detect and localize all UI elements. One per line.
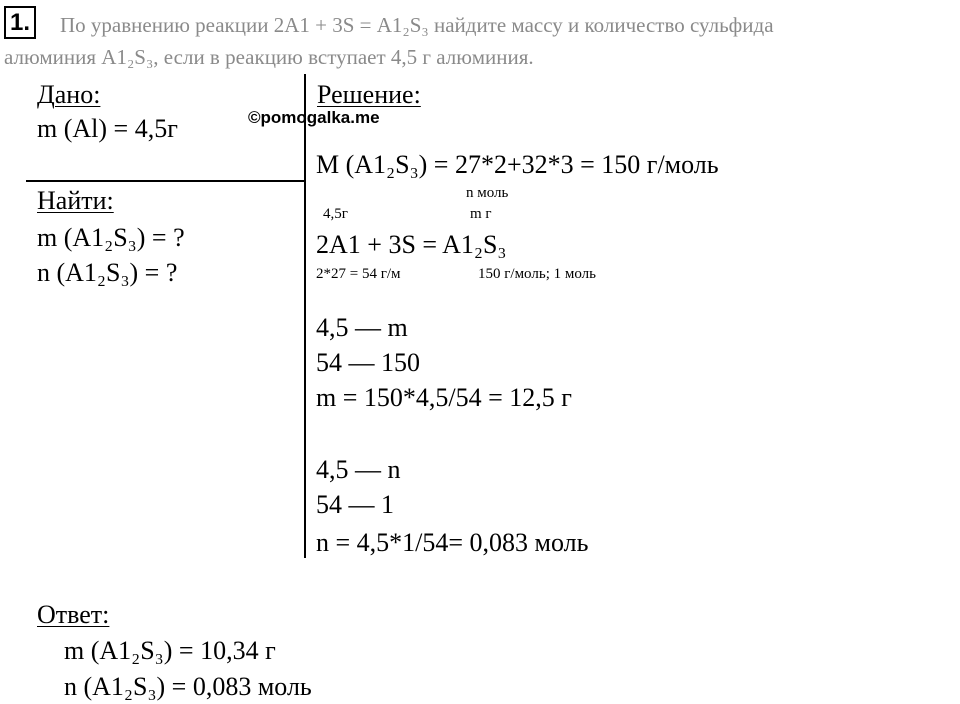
watermark: ©pomogalka.me <box>248 108 380 127</box>
task-text-line-1: По уравнению реакции 2А1 + 3S = А1₂S₃ найдите массу и количество сульфида <box>60 13 774 37</box>
find-mass: m (A1₂S₃) = ? <box>37 223 185 252</box>
annotation-n-mol: n моль <box>466 185 509 201</box>
find-heading: Найти: <box>37 186 114 215</box>
solution-heading: Решение: <box>317 80 421 109</box>
annotation-m-g: m г <box>470 206 492 222</box>
annotation-molar-al: 2*27 = 54 г/м <box>316 266 401 282</box>
proportion-mass-line-1: 4,5 — m <box>316 313 408 342</box>
proportion-mass-line-2: 54 — 150 <box>316 348 420 377</box>
find-amount: n (A1₂S₃) = ? <box>37 258 178 287</box>
answer-amount: n (A1₂S₃) = 0,083 моль <box>64 672 312 701</box>
molar-mass-line: M (A1₂S₃) = 27*2+32*3 = 150 г/моль <box>316 150 719 179</box>
given-mass-al: m (Al) = 4,5г <box>37 114 178 143</box>
horizontal-divider <box>26 180 305 182</box>
task-text-line-2: алюминия А1₂S₃, если в реакцию вступает 4,5 г алюминия. <box>4 45 534 69</box>
annotation-mass-al: 4,5г <box>323 206 348 222</box>
given-heading: Дано: <box>37 80 101 109</box>
amount-result: n = 4,5*1/54= 0,083 моль <box>316 528 589 557</box>
proportion-amount-line-1: 4,5 — n <box>316 455 401 484</box>
vertical-divider <box>304 74 306 558</box>
answer-heading: Ответ: <box>37 600 110 629</box>
proportion-amount-line-2: 54 — 1 <box>316 490 394 519</box>
reaction-equation: 2A1 + 3S = A1₂S₃ <box>316 230 507 259</box>
answer-mass: m (A1₂S₃) = 10,34 г <box>64 636 276 665</box>
task-number-badge: 1. <box>4 6 36 39</box>
annotation-molar-al2s3: 150 г/моль; 1 моль <box>478 266 596 282</box>
mass-result: m = 150*4,5/54 = 12,5 г <box>316 383 572 412</box>
